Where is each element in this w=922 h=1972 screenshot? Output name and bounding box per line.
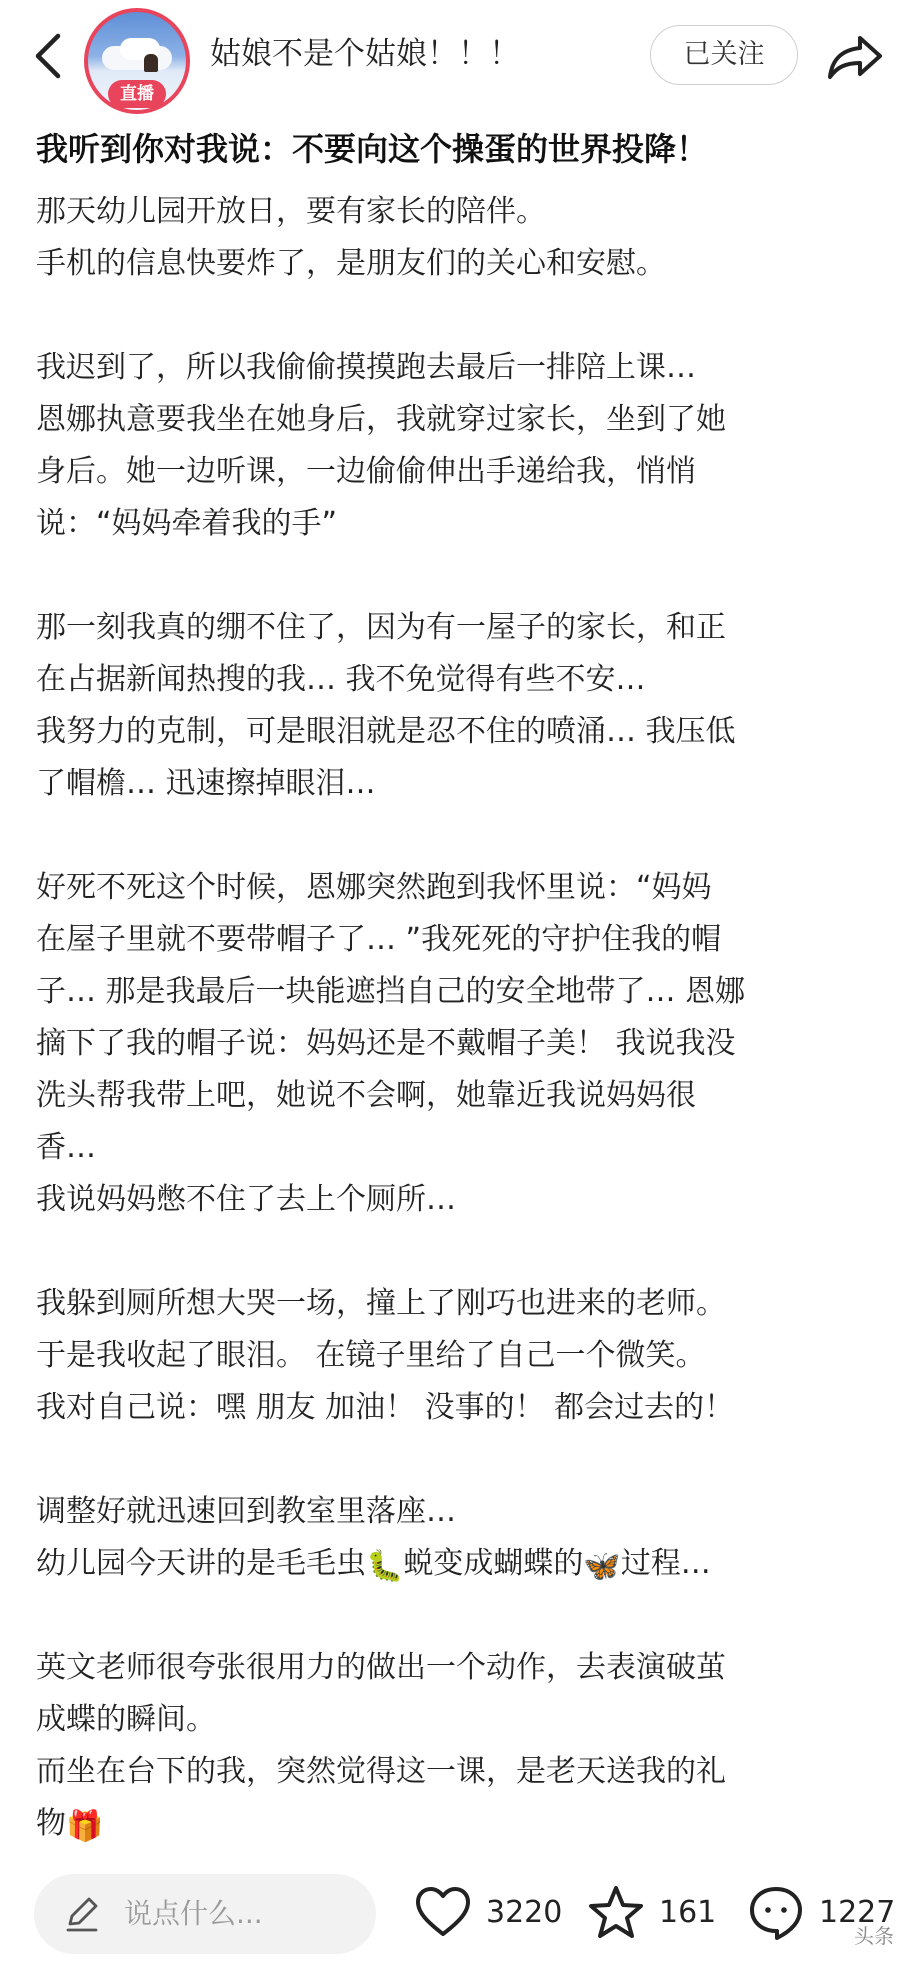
- post-line: 在屋子里就不要带帽子了… ”我死死的守护住我的帽: [36, 922, 722, 957]
- post-line-text: 幼儿园今天讲的是毛毛虫: [36, 1546, 366, 1581]
- comment-count: 1227: [819, 1895, 896, 1930]
- post-line-text: 过程…: [620, 1546, 711, 1581]
- post-line: 了帽檐… 迅速擦掉眼泪…: [36, 766, 376, 801]
- star-icon: [587, 1884, 645, 1942]
- post-line: 成蝶的瞬间。: [36, 1702, 216, 1737]
- paragraph-gap: [36, 1590, 896, 1642]
- post-line: 恩娜执意要我坐在她身后，我就穿过家长，坐到了她: [36, 402, 726, 437]
- gift-icon: 🎁: [66, 1809, 104, 1844]
- bottom-action-bar: [0, 1852, 922, 1972]
- post-content: [36, 126, 896, 1850]
- post-line: 那一刻我真的绷不住了，因为有一屋子的家长，和正: [36, 610, 726, 645]
- caterpillar-icon: 🐛: [366, 1549, 404, 1584]
- post-line-text: 蜕变成蝴蝶的: [403, 1546, 584, 1581]
- post-line: 我说妈妈憋不住了去上个厕所…: [36, 1182, 456, 1217]
- comment-placeholder: 说点什么...: [124, 1897, 263, 1930]
- post-line: 调整好就迅速回到教室里落座…: [36, 1494, 456, 1529]
- back-button[interactable]: [28, 30, 68, 82]
- share-arrow-icon: [826, 30, 884, 82]
- pencil-icon: [62, 1894, 102, 1934]
- butterfly-icon: 🦋: [583, 1549, 621, 1584]
- post-line: 我对自己说：嘿 朋友 加油！ 没事的！ 都会过去的！: [36, 1390, 735, 1425]
- post-line: 于是我收起了眼泪。 在镜子里给了自己一个微笑。: [36, 1338, 706, 1373]
- post-line: 我迟到了，所以我偷偷摸摸跑去最后一排陪上课…: [36, 350, 696, 385]
- post-line: 我努力的克制，可是眼泪就是忍不住的喷涌… 我压低: [36, 714, 736, 749]
- post-body: [36, 186, 896, 1850]
- post-line: 好死不死这个时候，恩娜突然跑到我怀里说：“妈妈: [36, 870, 712, 905]
- comment-bubble-icon: [747, 1884, 805, 1942]
- post-line: [36, 1798, 896, 1850]
- post-line: 摘下了我的帽子说：妈妈还是不戴帽子美！ 我说我没: [36, 1026, 736, 1061]
- paragraph-gap: [36, 550, 896, 602]
- share-button[interactable]: [826, 30, 884, 82]
- follow-button[interactable]: 已关注: [650, 25, 798, 85]
- post-line: 香…: [36, 1130, 96, 1165]
- favorite-button[interactable]: [587, 1878, 727, 1948]
- post-line: [36, 1538, 896, 1590]
- top-bar: [0, 0, 922, 118]
- watermark: 头条: [854, 1924, 894, 1948]
- paragraph-gap: [36, 810, 896, 862]
- favorite-count: 161: [659, 1895, 717, 1930]
- post-line: 身后。她一边听课，一边偷偷伸出手递给我，悄悄: [36, 454, 696, 489]
- post-line: 在占据新闻热搜的我… 我不免觉得有些不安…: [36, 662, 646, 697]
- username[interactable]: 姑娘不是个姑娘！！！: [210, 36, 520, 72]
- post-line-text: 物: [36, 1806, 66, 1841]
- paragraph-gap: [36, 1434, 896, 1486]
- post-line: 我躲到厕所想大哭一场，撞上了刚巧也进来的老师。: [36, 1286, 726, 1321]
- back-arrow-icon: [28, 30, 68, 82]
- paragraph-gap: [36, 1226, 896, 1278]
- like-count: 3220: [486, 1895, 563, 1930]
- comment-input[interactable]: [34, 1874, 376, 1954]
- live-badge[interactable]: 直播: [108, 80, 166, 108]
- avatar-figure: [144, 54, 158, 72]
- post-line: 洗头帮我带上吧，她说不会啊，她靠近我说妈妈很: [36, 1078, 696, 1113]
- post-title: 我听到你对我说：不要向这个操蛋的世界投降！: [36, 130, 709, 168]
- post-line: 英文老师很夸张很用力的做出一个动作，去表演破茧: [36, 1650, 726, 1685]
- like-button[interactable]: [414, 1878, 574, 1948]
- post-line: 子… 那是我最后一块能遮挡自己的安全地带了… 恩娜: [36, 974, 746, 1009]
- post-line: 那天幼儿园开放日，要有家长的陪伴。: [36, 194, 546, 229]
- post-line: 说：“妈妈牵着我的手”: [36, 506, 338, 541]
- paragraph-gap: [36, 290, 896, 342]
- post-line: 而坐在台下的我，突然觉得这一课，是老天送我的礼: [36, 1754, 726, 1789]
- heart-icon: [414, 1884, 472, 1942]
- post-line: 手机的信息快要炸了，是朋友们的关心和安慰。: [36, 246, 666, 281]
